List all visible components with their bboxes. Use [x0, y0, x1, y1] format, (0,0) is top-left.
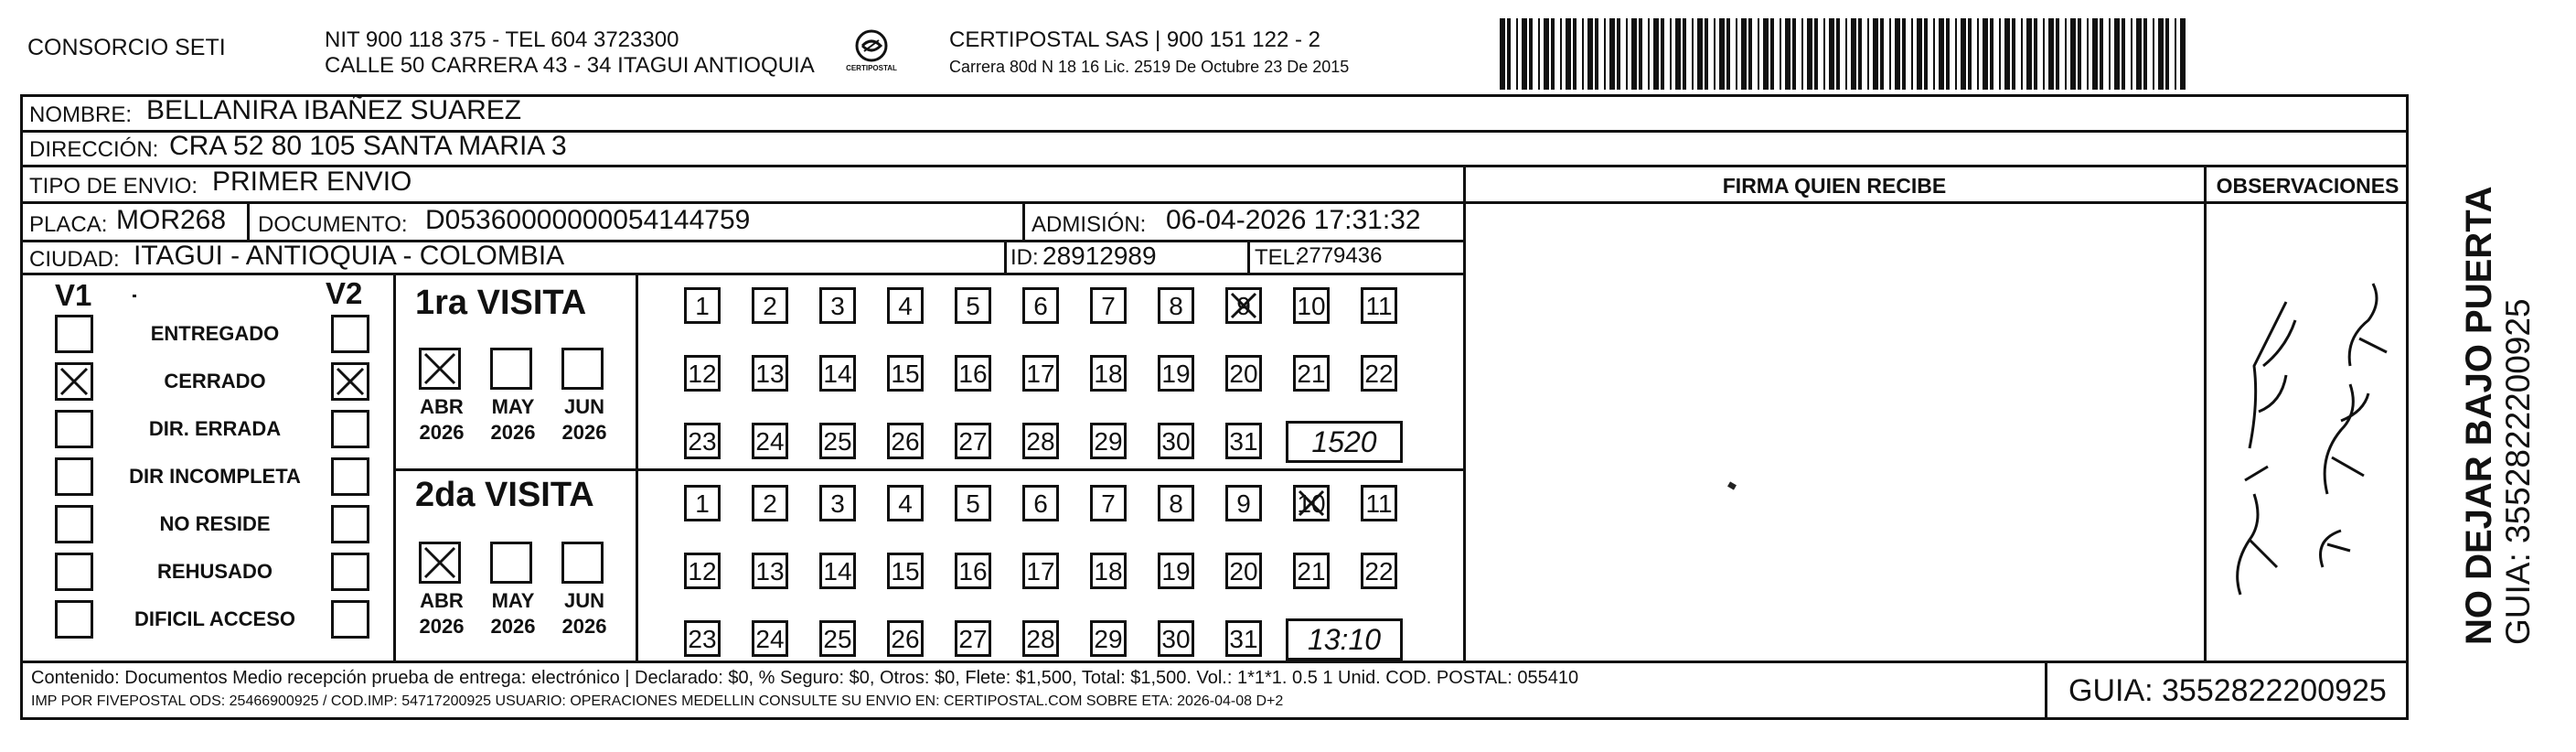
first-visit-month-label: JUN: [563, 395, 604, 418]
first-visit-day-number: 14: [823, 360, 852, 388]
placa-label: PLACA:: [29, 212, 108, 237]
barcode-bar: [2122, 18, 2125, 90]
second-visit-time-box[interactable]: 13:10: [1286, 618, 1403, 661]
second-visit-month-label: MAY: [491, 589, 535, 612]
first-visit-day-number: 6: [1033, 292, 1048, 320]
first-visit-day-number: 25: [823, 427, 852, 456]
first-visit-day-box[interactable]: [752, 423, 788, 459]
second-visit-day-box[interactable]: [1361, 485, 1397, 521]
v1-checkbox[interactable]: [55, 315, 93, 353]
barcode-bar: [2065, 18, 2067, 90]
second-visit-day-box[interactable]: [955, 620, 991, 657]
v2-checkbox[interactable]: [331, 457, 369, 496]
observaciones-header: OBSERVACIONES: [2216, 174, 2400, 198]
barcode-bar: [1955, 18, 1957, 90]
barcode-bar: [1566, 18, 1571, 90]
footer-content-line: Contenido: Documentos Medio recepción prueba de entrega: electrónico | Declarado: $0, % Seguro: $0, Otros: $0, Flete: $1,500, Total: $1,500. Vol.: 1*1*1. 0.5 1 Unid. COD. POSTAL: 055410: [31, 668, 1579, 688]
second-visit-day-box[interactable]: [684, 620, 721, 657]
barcode-bar: [2109, 18, 2111, 90]
barcode-bar: [1880, 18, 1884, 90]
barcode-bar: [1836, 18, 1840, 90]
first-visit-year-label: 2026: [490, 421, 536, 444]
recipient-address: CRA 52 80 105 SANTA MARIA 3: [169, 131, 567, 161]
first-visit-day-box[interactable]: [684, 355, 721, 392]
v1-checkbox[interactable]: [55, 362, 93, 401]
second-visit-day-number: 16: [958, 557, 988, 585]
second-visit-year-label: 2026: [561, 615, 607, 638]
status-label: NO RESIDE: [159, 512, 271, 535]
ciudad: ITAGUI - ANTIOQUIA - COLOMBIA: [134, 241, 565, 271]
footer-guia: GUIA: 3552822200925: [2068, 673, 2387, 708]
second-visit-day-number: 12: [688, 557, 717, 585]
second-visit-day-number: 3: [830, 489, 845, 518]
barcode-bar: [2043, 18, 2045, 90]
second-visit-day-number: 24: [755, 625, 785, 653]
barcode-bar: [1670, 18, 1672, 90]
barcode-bar: [1736, 18, 1737, 90]
barcode-bar: [1538, 18, 1540, 90]
second-visit-day-box[interactable]: [684, 553, 721, 589]
barcode-bar: [2004, 18, 2010, 90]
first-visit-day-box[interactable]: [1225, 423, 1262, 459]
barcode-bar: [1845, 18, 1847, 90]
second-visit-day-box[interactable]: [1090, 485, 1127, 521]
v1-checkbox[interactable]: [55, 457, 93, 496]
tel-label: TEL:: [1255, 245, 1301, 270]
first-visit-day-box[interactable]: [887, 355, 924, 392]
first-visit-day-number: 17: [1026, 360, 1055, 388]
footer-imp-line: IMP POR FIVEPOSTAL ODS: 25466900925 / COD.IMP: 54717200925 USUARIO: OPERACIONES MEDELLIN CONSULTE SU ENVIO EN: CERTIPOSTAL.COM SOBRE ETA: 2026-04-08 D+2: [31, 693, 1284, 709]
barcode-bar: [1829, 18, 1834, 90]
first-visit-month-checkbox[interactable]: [419, 348, 461, 390]
barcode-bar: [2087, 18, 2089, 90]
first-visit-day-box[interactable]: [1225, 355, 1262, 392]
second-visit-day-box[interactable]: [1158, 485, 1194, 521]
documento: D05360000000054144759: [425, 205, 751, 235]
barcode-bar: [1573, 18, 1577, 90]
barcode-bar: [2092, 18, 2098, 90]
recipient-name: BELLANIRA IBAÑEZ SUAREZ: [146, 95, 522, 125]
first-visit-day-box[interactable]: [1158, 423, 1194, 459]
barcode-bar: [1544, 18, 1549, 90]
barcode-bar: [1604, 18, 1606, 90]
first-visit-day-box[interactable]: [1293, 287, 1330, 324]
ciudad-label: CIUDAD:: [29, 247, 120, 272]
second-visit-month-label: JUN: [563, 589, 604, 612]
second-visit-year-label: 2026: [419, 615, 465, 638]
first-visit-day-number: 19: [1161, 360, 1191, 388]
barcode-bar: [2114, 18, 2120, 90]
second-visit-day-number: 31: [1229, 625, 1258, 653]
barcode-bar: [1983, 18, 1988, 90]
first-visit-day-box[interactable]: [1361, 287, 1397, 324]
second-visit-month-label: ABR: [420, 589, 464, 612]
first-visit-day-box[interactable]: [1225, 287, 1262, 324]
barcode-bar: [1977, 18, 1979, 90]
barcode-bar: [1961, 18, 1966, 90]
barcode-bar: [2175, 18, 2176, 90]
first-visit-day-number: 10: [1297, 292, 1326, 320]
first-visit-day-number: 5: [966, 292, 980, 320]
barcode-bar: [1895, 18, 1900, 90]
second-visit-day-number: 23: [688, 625, 717, 653]
barcode-bar: [1617, 18, 1620, 90]
side-guia: GUIA: 3552822200925: [2499, 298, 2537, 645]
second-visit-day-number: 14: [823, 557, 852, 585]
v2-checkbox[interactable]: [331, 410, 369, 448]
v1-checkbox[interactable]: [55, 553, 93, 591]
v1-checkbox[interactable]: [55, 600, 93, 639]
first-visit-day-number: 26: [891, 427, 920, 456]
second-visit-day-box[interactable]: [1022, 620, 1059, 657]
v2-checkbox[interactable]: [331, 600, 369, 639]
second-visit-day-number: 9: [1236, 489, 1251, 518]
second-visit-day-number: 5: [966, 489, 980, 518]
first-visit-day-number: 1: [695, 292, 710, 320]
second-visit-day-number: 30: [1161, 625, 1191, 653]
first-visit-day-box[interactable]: [1158, 355, 1194, 392]
id-value: 28912989: [1042, 242, 1157, 270]
tel-value: 2779436: [1297, 243, 1383, 268]
first-visit-day-box[interactable]: [1158, 287, 1194, 324]
barcode-bar: [2165, 18, 2169, 90]
second-visit-day-number: 2: [763, 489, 777, 518]
tipo-envio-label: TIPO DE ENVIO:: [29, 174, 198, 199]
barcode-bar: [2021, 18, 2023, 90]
barcode-bar: [1741, 18, 1747, 90]
second-visit-day-number: 13: [755, 557, 785, 585]
first-visit-day-number: 15: [891, 360, 920, 388]
logo-text: CERTIPOSTAL: [846, 64, 897, 72]
status-label: CERRADO: [164, 370, 266, 392]
first-visit-day-box[interactable]: [1293, 355, 1330, 392]
first-visit-day-number: 28: [1026, 427, 1055, 456]
first-visit-day-number: 9: [1236, 292, 1251, 320]
company-name: CONSORCIO SETI: [27, 35, 226, 60]
first-visit-day-number: 23: [688, 427, 717, 456]
side-warning: NO DEJAR BAJO PUERTA: [2459, 186, 2499, 645]
second-visit-month-checkbox[interactable]: [490, 542, 532, 584]
barcode-bar: [1551, 18, 1555, 90]
first-visit-day-number: 7: [1101, 292, 1116, 320]
barcode-bar: [1587, 18, 1593, 90]
second-visit-day-box[interactable]: [887, 620, 924, 657]
second-visit-day-box[interactable]: [1293, 553, 1330, 589]
nit-line: NIT 900 118 375 - TEL 604 3723300: [325, 27, 679, 52]
barcode-bar: [1939, 18, 1944, 90]
second-visit-day-number: 25: [823, 625, 852, 653]
admision-label: ADMISIÓN:: [1031, 212, 1147, 237]
barcode-bar: [1648, 18, 1650, 90]
barcode-bar: [2153, 18, 2154, 90]
second-visit-day-number: 7: [1101, 489, 1116, 518]
barcode-bar: [1873, 18, 1878, 90]
second-visit-day-number: 15: [891, 557, 920, 585]
barcode-bar: [1823, 18, 1825, 90]
barcode-bar: [2131, 18, 2132, 90]
first-visit-month-label: MAY: [491, 395, 535, 418]
barcode-bar: [1500, 18, 1505, 90]
first-visit-day-number: 31: [1229, 427, 1258, 456]
first-visit-day-box[interactable]: [684, 287, 721, 324]
first-visit-day-box[interactable]: [1022, 423, 1059, 459]
second-visit-day-box[interactable]: [752, 553, 788, 589]
second-visit-year-label: 2026: [490, 615, 536, 638]
second-visit-title: 2da VISITA: [415, 476, 594, 514]
firma-header: FIRMA QUIEN RECIBE: [1722, 174, 1947, 198]
barcode-bar: [1714, 18, 1716, 90]
barcode-bar: [1924, 18, 1928, 90]
barcode-bar: [2070, 18, 2076, 90]
license-line: Carrera 80d N 18 16 Lic. 2519 De Octubre 23 De 2015: [949, 58, 1350, 76]
barcode-bar: [1595, 18, 1598, 90]
first-visit-day-box[interactable]: [752, 355, 788, 392]
carrier-line: CERTIPOSTAL SAS | 900 151 122 - 2: [949, 27, 1320, 52]
first-visit-day-box[interactable]: [887, 287, 924, 324]
barcode-bar: [1851, 18, 1856, 90]
first-visit-month-checkbox[interactable]: [490, 348, 532, 390]
barcode-bar: [1902, 18, 1906, 90]
first-visit-day-box[interactable]: [1090, 287, 1127, 324]
first-visit-day-number: 13: [755, 360, 785, 388]
second-visit-day-box[interactable]: [819, 553, 856, 589]
barcode-bar: [1889, 18, 1891, 90]
first-visit-month-checkbox[interactable]: [561, 348, 604, 390]
barcode-bar: [2136, 18, 2142, 90]
first-visit-day-number: 21: [1297, 360, 1326, 388]
barcode-bar: [1917, 18, 1922, 90]
second-visit-day-box[interactable]: [1022, 485, 1059, 521]
first-visit-day-box[interactable]: [887, 423, 924, 459]
first-visit-day-box[interactable]: [1022, 287, 1059, 324]
v2-checkbox[interactable]: [331, 553, 369, 591]
nombre-label: NOMBRE:: [29, 102, 133, 127]
first-visit-day-box[interactable]: [819, 287, 856, 324]
status-label: DIFICIL ACCESO: [134, 607, 295, 630]
barcode-bar: [1675, 18, 1681, 90]
second-visit-day-number: 21: [1297, 557, 1326, 585]
first-visit-day-number: 2: [763, 292, 777, 320]
second-visit-day-number: 8: [1169, 489, 1183, 518]
second-visit-month-checkbox[interactable]: [561, 542, 604, 584]
barcode-bar: [1968, 18, 1972, 90]
first-visit-day-box[interactable]: [955, 287, 991, 324]
second-visit-day-box[interactable]: [955, 485, 991, 521]
first-visit-day-number: 12: [688, 360, 717, 388]
barcode: [1500, 18, 2187, 90]
second-visit-day-box[interactable]: [1022, 553, 1059, 589]
second-visit-day-number: 22: [1364, 557, 1394, 585]
first-visit-month-label: ABR: [420, 395, 464, 418]
barcode-bar: [1507, 18, 1511, 90]
barcode-bar: [2056, 18, 2059, 90]
first-visit-day-box[interactable]: [955, 355, 991, 392]
barcode-bar: [2180, 18, 2186, 90]
first-visit-day-box[interactable]: [1090, 355, 1127, 392]
second-visit-day-box[interactable]: [1361, 553, 1397, 589]
status-label: REHUSADO: [157, 560, 273, 583]
barcode-bar: [2078, 18, 2081, 90]
second-visit-day-box[interactable]: [887, 553, 924, 589]
first-visit-day-number: 29: [1094, 427, 1123, 456]
first-visit-day-box[interactable]: [684, 423, 721, 459]
barcode-bar: [2143, 18, 2147, 90]
first-visit-day-number: 8: [1169, 292, 1183, 320]
second-visit-day-number: 1: [695, 489, 710, 518]
second-visit-day-number: 10: [1297, 489, 1326, 518]
v2-checkbox[interactable]: [331, 362, 369, 401]
second-visit-day-number: 19: [1161, 557, 1191, 585]
v1-label: V1: [55, 278, 92, 312]
second-visit-day-box[interactable]: [887, 485, 924, 521]
v1-checkbox[interactable]: [55, 505, 93, 543]
barcode-bar: [1946, 18, 1950, 90]
admision: 06-04-2026 17:31:32: [1166, 205, 1421, 235]
barcode-bar: [1763, 18, 1769, 90]
second-visit-day-box[interactable]: [684, 485, 721, 521]
second-visit-day-box[interactable]: [819, 620, 856, 657]
second-visit-day-box[interactable]: [1158, 620, 1194, 657]
barcode-bar: [1867, 18, 1869, 90]
status-label: DIR. ERRADA: [148, 417, 282, 440]
barcode-bar: [1780, 18, 1781, 90]
barcode-bar: [1683, 18, 1686, 90]
second-visit-day-number: 20: [1229, 557, 1258, 585]
barcode-bar: [2026, 18, 2032, 90]
second-visit-day-number: 18: [1094, 557, 1123, 585]
barcode-bar: [1626, 18, 1628, 90]
first-visit-time-box[interactable]: 1520: [1286, 421, 1403, 463]
direccion-label: DIRECCIÓN:: [29, 137, 159, 162]
first-visit-day-box[interactable]: [1090, 423, 1127, 459]
first-visit-day-number: 27: [958, 427, 988, 456]
second-visit-day-number: 4: [898, 489, 913, 518]
second-visit-day-number: 26: [891, 625, 920, 653]
barcode-bar: [2048, 18, 2054, 90]
barcode-bar: [1631, 18, 1637, 90]
barcode-bar: [2034, 18, 2037, 90]
placa: MOR268: [116, 205, 227, 235]
first-visit-day-box[interactable]: [752, 287, 788, 324]
barcode-bar: [1609, 18, 1615, 90]
second-visit-month-checkbox[interactable]: [419, 542, 461, 584]
second-visit-day-box[interactable]: [1158, 553, 1194, 589]
barcode-bar: [1653, 18, 1659, 90]
barcode-bar: [1858, 18, 1862, 90]
tipo-envio: PRIMER ENVIO: [212, 167, 412, 197]
barcode-bar: [1990, 18, 1993, 90]
first-visit-day-number: 24: [755, 427, 785, 456]
second-visit-day-number: 17: [1026, 557, 1055, 585]
barcode-bar: [1522, 18, 1527, 90]
barcode-bar: [1770, 18, 1774, 90]
barcode-bar: [1801, 18, 1803, 90]
certipostal-logo: [839, 24, 903, 81]
first-visit-day-box[interactable]: [819, 355, 856, 392]
barcode-bar: [2012, 18, 2015, 90]
first-visit-title: 1ra VISITA: [415, 284, 587, 322]
barcode-bar: [1814, 18, 1818, 90]
barcode-bar: [1582, 18, 1584, 90]
first-visit-day-box[interactable]: [955, 423, 991, 459]
first-visit-day-box[interactable]: [1361, 355, 1397, 392]
barcode-bar: [1697, 18, 1703, 90]
first-visit-day-number: 22: [1364, 360, 1394, 388]
barcode-bar: [2158, 18, 2164, 90]
status-label: DIR INCOMPLETA: [129, 465, 301, 488]
documento-label: DOCUMENTO:: [258, 212, 408, 237]
second-visit-day-number: 11: [1365, 489, 1393, 518]
first-visit-day-number: 20: [1229, 360, 1258, 388]
second-visit-day-box[interactable]: [1090, 553, 1127, 589]
second-visit-day-number: 29: [1094, 625, 1123, 653]
second-visit-day-box[interactable]: [955, 553, 991, 589]
barcode-bar: [1560, 18, 1562, 90]
first-visit-year-label: 2026: [561, 421, 607, 444]
barcode-bar: [1529, 18, 1533, 90]
second-visit-day-box[interactable]: [752, 485, 788, 521]
second-visit-day-box[interactable]: [1293, 485, 1330, 521]
barcode-bar: [1705, 18, 1708, 90]
second-visit-day-box[interactable]: [752, 620, 788, 657]
barcode-bar: [2100, 18, 2103, 90]
second-visit-day-number: 27: [958, 625, 988, 653]
barcode-bar: [1933, 18, 1935, 90]
barcode-bar: [1911, 18, 1913, 90]
second-visit-day-box[interactable]: [1225, 553, 1262, 589]
first-visit-day-box[interactable]: [819, 423, 856, 459]
first-visit-day-number: 11: [1365, 292, 1393, 320]
second-visit-day-box[interactable]: [1225, 620, 1262, 657]
barcode-bar: [1639, 18, 1642, 90]
v2-checkbox[interactable]: [331, 315, 369, 353]
barcode-bar: [1785, 18, 1790, 90]
second-visit-day-box[interactable]: [1225, 485, 1262, 521]
first-visit-day-box[interactable]: [1022, 355, 1059, 392]
barcode-bar: [1792, 18, 1796, 90]
barcode-bar: [1807, 18, 1812, 90]
v2-checkbox[interactable]: [331, 505, 369, 543]
barcode-bar: [1719, 18, 1725, 90]
barcode-bar: [1999, 18, 2001, 90]
first-visit-day-number: 18: [1094, 360, 1123, 388]
first-visit-day-number: 16: [958, 360, 988, 388]
barcode-bar: [1726, 18, 1730, 90]
first-visit-day-number: 30: [1161, 427, 1191, 456]
v1-checkbox[interactable]: [55, 410, 93, 448]
first-visit-day-number: 3: [830, 292, 845, 320]
barcode-bar: [1692, 18, 1694, 90]
barcode-bar: [1758, 18, 1759, 90]
status-label: ENTREGADO: [150, 322, 280, 345]
second-visit-day-number: 28: [1026, 625, 1055, 653]
v2-label: V2: [326, 276, 363, 310]
barcode-bar: [1748, 18, 1752, 90]
barcode-bar: [1661, 18, 1664, 90]
second-visit-day-box[interactable]: [819, 485, 856, 521]
first-visit-day-number: 4: [898, 292, 913, 320]
barcode-bar: [1516, 18, 1518, 90]
id-label: ID:: [1010, 245, 1039, 270]
second-visit-day-number: 6: [1033, 489, 1048, 518]
company-address: CALLE 50 CARRERA 43 - 34 ITAGUI ANTIOQUIA: [325, 53, 815, 78]
second-visit-day-box[interactable]: [1090, 620, 1127, 657]
first-visit-year-label: 2026: [419, 421, 465, 444]
